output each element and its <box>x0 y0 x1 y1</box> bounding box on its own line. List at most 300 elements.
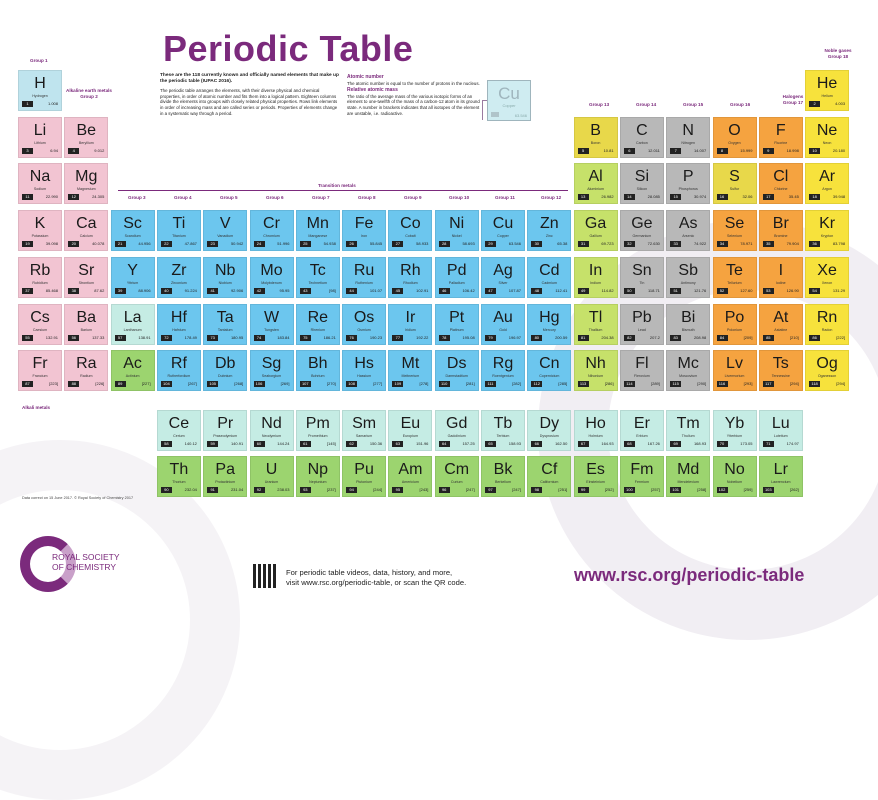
element-atomic-number: 111 <box>485 381 496 387</box>
element-protactinium[interactable] <box>203 456 247 497</box>
element-atomic-mass: 178.49 <box>184 334 197 340</box>
element-samarium[interactable] <box>342 410 386 451</box>
element-gold[interactable] <box>481 304 525 345</box>
element-tennessine[interactable] <box>759 350 803 391</box>
element-name: Silicon <box>636 187 648 192</box>
element-atomic-mass: 79.904 <box>786 241 799 247</box>
element-neodymium[interactable] <box>250 410 294 451</box>
element-symbol: Cl <box>773 168 789 186</box>
element-name: Technetium <box>308 280 327 285</box>
element-atomic-number: 99 <box>578 487 589 493</box>
element-atomic-number: 9 <box>763 148 774 154</box>
element-aluminium[interactable] <box>574 163 618 204</box>
element-name: Cadmium <box>541 280 557 285</box>
element-atomic-mass: 35.45 <box>788 194 799 200</box>
element-strontium[interactable] <box>64 257 108 298</box>
element-atomic-number: 107 <box>300 381 311 387</box>
element-scandium[interactable] <box>111 210 155 251</box>
element-atomic-number: 70 <box>717 441 728 447</box>
element-silver[interactable] <box>481 257 525 298</box>
element-atomic-number: 1 <box>22 101 33 107</box>
rsc-logo-text <box>52 553 120 572</box>
element-atomic-number: 78 <box>439 335 450 341</box>
element-niobium[interactable] <box>203 257 247 298</box>
element-name: Helium <box>821 94 833 98</box>
label-alkali-metals: Alkali metals <box>22 405 51 410</box>
element-name: Lawrencium <box>771 480 791 484</box>
element-atomic-number: 29 <box>485 241 496 247</box>
element-molybdenum[interactable] <box>250 257 294 298</box>
element-mercury[interactable] <box>527 304 571 345</box>
element-atomic-mass: 22.990 <box>45 194 58 200</box>
element-atomic-mass: 95.95 <box>279 287 290 293</box>
info-text-atomic-number: The atomic number is equal to the number of protons in the nucleus. <box>347 80 480 86</box>
element-iridium[interactable] <box>388 304 432 345</box>
element-potassium[interactable] <box>18 210 62 251</box>
element-symbol: Be <box>76 121 97 139</box>
element-name: Livermorium <box>724 374 745 379</box>
element-name: Radon <box>821 327 833 332</box>
element-atomic-number: 83 <box>670 335 681 341</box>
element-atomic-mass: [209] <box>743 334 753 340</box>
element-atomic-mass: 118.71 <box>647 287 660 293</box>
element-symbol: Pr <box>217 415 234 432</box>
element-name: Lutetium <box>773 434 788 438</box>
element-symbol: Ce <box>168 415 190 432</box>
element-ruthenium[interactable] <box>342 257 386 298</box>
element-name: Darmstadtium <box>445 374 468 379</box>
element-atomic-number: 46 <box>439 288 450 294</box>
element-atomic-number: 115 <box>670 381 681 387</box>
element-vanadium[interactable] <box>203 210 247 251</box>
element-atomic-number: 36 <box>809 241 820 247</box>
element-californium[interactable] <box>527 456 571 497</box>
element-uranium[interactable] <box>250 456 294 497</box>
element-name: Arsenic <box>682 234 695 239</box>
element-tin[interactable] <box>620 257 664 298</box>
element-symbol: Kr <box>819 215 836 233</box>
element-atomic-mass: 72.630 <box>647 241 660 247</box>
element-symbol: In <box>588 261 603 279</box>
element-titanium[interactable] <box>157 210 201 251</box>
element-iodine[interactable] <box>759 257 803 298</box>
element-atomic-number: 41 <box>207 288 218 294</box>
element-atomic-number: 72 <box>161 335 172 341</box>
element-arsenic[interactable] <box>666 210 710 251</box>
element-atomic-mass: [268] <box>234 381 244 387</box>
element-atomic-mass: 114.82 <box>601 287 614 293</box>
element-name: Palladium <box>448 280 465 285</box>
element-technetium[interactable] <box>296 257 340 298</box>
element-symbol: Ba <box>76 308 97 326</box>
element-oxygen[interactable] <box>713 117 757 158</box>
element-atomic-number: 17 <box>763 194 774 200</box>
element-tellurium[interactable] <box>713 257 757 298</box>
element-atomic-mass: 58.693 <box>462 241 475 247</box>
element-name: Protactinium <box>215 480 236 484</box>
element-actinium[interactable] <box>111 350 155 391</box>
element-darmstadtium[interactable] <box>435 350 479 391</box>
element-calcium[interactable] <box>64 210 108 251</box>
element-symbol: N <box>682 121 694 139</box>
element-manganese[interactable] <box>296 210 340 251</box>
element-symbol: P <box>682 168 694 186</box>
element-name: Iridium <box>404 327 416 332</box>
element-atomic-number: 114 <box>624 381 635 387</box>
element-thorium[interactable] <box>157 456 201 497</box>
element-cadmium[interactable] <box>527 257 571 298</box>
element-name: Argon <box>822 187 832 192</box>
element-phosphorus[interactable] <box>666 163 710 204</box>
element-osmium[interactable] <box>342 304 386 345</box>
element-atomic-mass: 32.06 <box>742 194 753 200</box>
element-atomic-mass: [247] <box>512 487 521 492</box>
element-symbol: Ts <box>772 355 789 373</box>
info-panel <box>347 73 485 116</box>
element-livermorium[interactable] <box>713 350 757 391</box>
element-promethium[interactable] <box>296 410 340 451</box>
element-atomic-mass: 83.798 <box>832 241 846 247</box>
element-atomic-mass: [258] <box>697 487 707 492</box>
element-symbol: Rn <box>816 308 838 326</box>
element-atomic-mass: 30.974 <box>693 194 707 200</box>
element-name: Radium <box>80 374 93 379</box>
element-atomic-mass: 150.36 <box>369 441 383 446</box>
element-atomic-mass: [252] <box>604 487 614 492</box>
label-group-15: Group 15 <box>683 102 704 107</box>
element-name: Lead <box>637 327 646 332</box>
element-cobalt[interactable] <box>388 210 432 251</box>
element-atomic-mass: 12.011 <box>647 147 660 153</box>
qr-code[interactable] <box>253 564 277 588</box>
copyright-text: Data correct on 15 June 2017. © Royal Society of Chemistry 2017 <box>22 496 134 500</box>
element-meitnerium[interactable] <box>388 350 432 391</box>
element-rhenium[interactable] <box>296 304 340 345</box>
element-name: Mercury <box>542 327 556 332</box>
element-beryllium[interactable] <box>64 117 108 158</box>
element-bromine[interactable] <box>759 210 803 251</box>
element-symbol: Na <box>29 168 51 186</box>
element-symbol: Ca <box>76 215 97 233</box>
element-atomic-mass: [267] <box>187 381 197 387</box>
element-atomic-number: 60 <box>254 441 265 447</box>
element-bismuth[interactable] <box>666 304 710 345</box>
element-thulium[interactable] <box>666 410 710 451</box>
element-symbol: Mc <box>677 355 699 373</box>
element-atomic-mass: [222] <box>836 334 846 340</box>
element-roentgenium[interactable] <box>481 350 525 391</box>
element-nihonium[interactable] <box>574 350 618 391</box>
element-antimony[interactable] <box>666 257 710 298</box>
element-name: Terbium <box>496 434 510 438</box>
website-link[interactable]: www.rsc.org/periodic-table <box>574 565 805 585</box>
element-atomic-mass: 58.933 <box>416 241 429 247</box>
element-polonium[interactable] <box>713 304 757 345</box>
element-nitrogen[interactable] <box>666 117 710 158</box>
element-name: Fermium <box>634 480 649 484</box>
element-atomic-number: 93 <box>300 487 311 493</box>
element-europium[interactable] <box>388 410 432 451</box>
element-krypton[interactable] <box>805 210 849 251</box>
element-atomic-number: 79 <box>485 335 496 341</box>
element-barium[interactable] <box>64 304 108 345</box>
label-transition-metals: Transition metals <box>318 183 356 188</box>
element-hafnium[interactable] <box>157 304 201 345</box>
element-plutonium[interactable] <box>342 456 386 497</box>
element-moscovium[interactable] <box>666 350 710 391</box>
element-atomic-number: 43 <box>300 288 311 294</box>
label-group-16: Group 16 <box>730 102 751 107</box>
element-fluorine[interactable] <box>759 117 803 158</box>
element-symbol: Mt <box>401 355 420 373</box>
element-name: Samarium <box>355 434 373 438</box>
element-radium[interactable] <box>64 350 108 391</box>
element-astatine[interactable] <box>759 304 803 345</box>
element-atomic-mass: [285] <box>558 381 568 387</box>
element-name: Indium <box>590 280 601 285</box>
element-name: Thallium <box>588 327 603 332</box>
element-atomic-mass: 144.24 <box>277 441 290 446</box>
element-zirconium[interactable] <box>157 257 201 298</box>
element-atomic-mass: 151.96 <box>416 441 429 446</box>
element-cerium[interactable] <box>157 410 201 451</box>
element-platinum[interactable] <box>435 304 479 345</box>
element-silicon[interactable] <box>620 163 664 204</box>
element-carbon[interactable] <box>620 117 664 158</box>
element-name: Copper <box>497 234 509 239</box>
element-atomic-number: 100 <box>624 487 635 493</box>
element-symbol: Rg <box>492 355 514 373</box>
element-atomic-number: 38 <box>68 288 79 294</box>
element-name: Neon <box>822 140 832 145</box>
element-holmium[interactable] <box>574 410 618 451</box>
element-copper[interactable] <box>481 210 525 251</box>
element-atomic-mass: 183.84 <box>277 334 290 340</box>
element-symbol: Ru <box>353 261 375 279</box>
element-hydrogen[interactable] <box>18 70 62 111</box>
element-name: Mendelevium <box>677 480 699 484</box>
element-atomic-mass: 92.906 <box>230 287 244 293</box>
element-indium[interactable] <box>574 257 618 298</box>
label-group-18: Noble gases Group 18 <box>824 48 852 59</box>
element-radon[interactable] <box>805 304 849 345</box>
element-symbol: Po <box>724 308 745 326</box>
element-atomic-mass: [294] <box>836 381 846 387</box>
element-symbol: Xe <box>817 261 837 279</box>
element-atomic-number: 108 <box>346 381 357 387</box>
element-gadolinium[interactable] <box>435 410 479 451</box>
element-gallium[interactable] <box>574 210 618 251</box>
element-atomic-mass: [237] <box>326 487 336 492</box>
element-symbol: S <box>729 168 740 186</box>
label-group-7: Group 7 <box>312 195 330 200</box>
intro-bold: These are the 118 currently known and officially named elements that make up the periodic table (IUPAC 2016). <box>160 73 339 84</box>
element-atomic-mass: 195.08 <box>462 334 475 340</box>
element-terbium[interactable] <box>481 410 525 451</box>
element-curium[interactable] <box>435 456 479 497</box>
element-xenon[interactable] <box>805 257 849 298</box>
element-atomic-number: 105 <box>207 381 218 387</box>
element-atomic-mass: 164.93 <box>601 441 614 446</box>
key-connector <box>482 100 483 120</box>
element-atomic-number: 69 <box>670 441 681 447</box>
element-name: Barium <box>80 327 92 332</box>
element-atomic-number: 102 <box>717 487 728 493</box>
element-atomic-mass: 28.085 <box>647 194 660 200</box>
element-atomic-number: 89 <box>115 381 126 387</box>
element-atomic-number: 64 <box>439 441 450 447</box>
element-nickel[interactable] <box>435 210 479 251</box>
element-praseodymium[interactable] <box>203 410 247 451</box>
element-atomic-number: 54 <box>809 288 820 294</box>
element-dysprosium[interactable] <box>527 410 571 451</box>
element-tantalum[interactable] <box>203 304 247 345</box>
element-symbol: O <box>728 121 741 139</box>
element-name: Sodium <box>33 187 47 192</box>
element-helium[interactable] <box>805 70 849 111</box>
element-atomic-number: 2 <box>809 101 820 107</box>
element-atomic-mass: 24.305 <box>92 194 105 200</box>
element-atomic-number: 61 <box>300 441 311 447</box>
element-selenium[interactable] <box>713 210 757 251</box>
element-name: Lithium <box>34 140 46 145</box>
element-symbol: Tl <box>588 308 603 326</box>
element-name: Dysprosium <box>539 434 559 438</box>
element-symbol: Sc <box>123 215 142 233</box>
element-name: Yttrium <box>126 280 139 285</box>
element-symbol: Yb <box>724 415 745 432</box>
element-atomic-number: 35 <box>763 241 774 247</box>
element-name: Ytterbium <box>726 434 743 438</box>
element-iron[interactable] <box>342 210 386 251</box>
element-lawrencium[interactable] <box>759 456 803 497</box>
element-symbol: Ge <box>631 215 653 233</box>
element-atomic-mass: [227] <box>141 381 151 387</box>
element-atomic-number: 82 <box>624 335 635 341</box>
element-magnesium[interactable] <box>64 163 108 204</box>
element-copernicium[interactable] <box>527 350 571 391</box>
element-atomic-mass: 106.42 <box>462 287 475 293</box>
element-name: Plutonium <box>356 480 373 484</box>
element-mendelevium[interactable] <box>666 456 710 497</box>
element-symbol: Os <box>353 308 375 326</box>
element-symbol: Cd <box>539 261 560 279</box>
element-argon[interactable] <box>805 163 849 204</box>
element-atomic-mass: 180.95 <box>230 334 244 340</box>
element-atomic-number: 73 <box>207 335 218 341</box>
element-yttrium[interactable] <box>111 257 155 298</box>
element-symbol: Cf <box>541 461 558 478</box>
element-dubnium[interactable] <box>203 350 247 391</box>
element-atomic-mass: 85.468 <box>45 287 58 293</box>
element-atomic-mass: [282] <box>512 381 521 387</box>
element-name: Selenium <box>727 234 742 239</box>
element-name: Vanadium <box>217 234 234 239</box>
element-rutherfordium[interactable] <box>157 350 201 391</box>
element-name: Boron <box>590 140 601 145</box>
element-symbol: Hg <box>539 308 560 326</box>
element-atomic-number: 101 <box>670 487 681 493</box>
element-rubidium[interactable] <box>18 257 62 298</box>
element-atomic-mass: 126.90 <box>786 287 799 293</box>
element-erbium[interactable] <box>620 410 664 451</box>
element-symbol: Fr <box>32 355 48 373</box>
element-hassium[interactable] <box>342 350 386 391</box>
element-seaborgium[interactable] <box>250 350 294 391</box>
element-chromium[interactable] <box>250 210 294 251</box>
element-berkelium[interactable] <box>481 456 525 497</box>
element-symbol: Pd <box>446 261 467 279</box>
element-francium[interactable] <box>18 350 62 391</box>
element-atomic-mass: 91.224 <box>184 287 197 293</box>
element-atomic-number: 75 <box>300 335 311 341</box>
element-atomic-mass: 238.03 <box>277 487 290 492</box>
element-symbol: Cn <box>539 355 560 373</box>
element-ytterbium[interactable] <box>713 410 757 451</box>
label-group-17: Halogens Group 17 <box>782 94 804 105</box>
element-fermium[interactable] <box>620 456 664 497</box>
element-symbol: Si <box>634 168 649 186</box>
element-palladium[interactable] <box>435 257 479 298</box>
element-flerovium[interactable] <box>620 350 664 391</box>
element-atomic-number: 55 <box>22 335 33 341</box>
element-symbol: Rf <box>170 355 187 373</box>
element-atomic-mass: [251] <box>558 487 568 492</box>
element-atomic-mass: [145] <box>326 441 336 446</box>
element-caesium[interactable] <box>18 304 62 345</box>
element-symbol: K <box>34 215 46 233</box>
element-symbol: He <box>816 75 838 92</box>
element-americium[interactable] <box>388 456 432 497</box>
element-atomic-mass: 87.62 <box>94 287 105 293</box>
element-sodium[interactable] <box>18 163 62 204</box>
element-atomic-mass: 137.33 <box>92 334 105 340</box>
element-name: Oxygen <box>728 140 741 145</box>
element-name: Rhodium <box>403 280 418 285</box>
element-atomic-number: 34 <box>717 241 728 247</box>
element-rhodium[interactable] <box>388 257 432 298</box>
element-neon[interactable] <box>805 117 849 158</box>
element-lead[interactable] <box>620 304 664 345</box>
element-atomic-number: 57 <box>115 335 126 341</box>
element-name: Einsteinium <box>586 480 605 484</box>
element-bohrium[interactable] <box>296 350 340 391</box>
element-atomic-mass: 102.91 <box>416 287 429 293</box>
element-oganesson[interactable] <box>805 350 849 391</box>
element-atomic-mass: 39.948 <box>832 194 846 200</box>
element-zinc[interactable] <box>527 210 571 251</box>
element-boron[interactable] <box>574 117 618 158</box>
element-einsteinium[interactable] <box>574 456 618 497</box>
label-group-10: Group 10 <box>449 195 470 200</box>
element-lutetium[interactable] <box>759 410 803 451</box>
element-nobelium[interactable] <box>713 456 757 497</box>
element-sulfur[interactable] <box>713 163 757 204</box>
element-lithium[interactable] <box>18 117 62 158</box>
element-name: Erbium <box>636 434 648 438</box>
element-atomic-mass: 138.91 <box>138 334 151 340</box>
label-group-9: Group 9 <box>404 195 422 200</box>
element-symbol: F <box>775 121 786 139</box>
element-lanthanum[interactable] <box>111 304 155 345</box>
element-atomic-number: 31 <box>578 241 589 247</box>
element-tungsten[interactable] <box>250 304 294 345</box>
element-thallium[interactable] <box>574 304 618 345</box>
element-neptunium[interactable] <box>296 456 340 497</box>
element-chlorine[interactable] <box>759 163 803 204</box>
element-germanium[interactable] <box>620 210 664 251</box>
element-atomic-number: 6 <box>624 148 635 154</box>
